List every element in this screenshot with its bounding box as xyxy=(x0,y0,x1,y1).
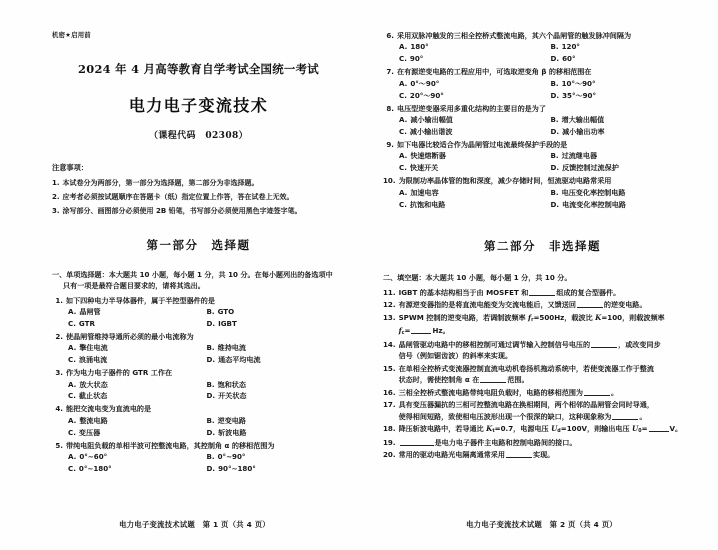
stem-part-a: 有源逆变器指的是将直流电能变为交流电能后，又馈送回 xyxy=(398,300,576,310)
stem-part-a: SPWM 控制的逆变电路，若调制波频率 xyxy=(398,312,529,322)
note-text: 涂写部分、画图部分必须使用 2B 铅笔，书写部分必须使用黑色字迹签字笔。 xyxy=(62,206,302,215)
instructions-line-2: 只有一项是最符合题目要求的，请将其选出。 xyxy=(63,281,205,291)
option-b[interactable]: B. 0°~90° xyxy=(206,452,246,462)
question-number: 5. xyxy=(55,440,63,450)
option-a[interactable]: A. 0°～90° xyxy=(399,78,440,88)
page-footer-left: 电力电子变流技术试题 第 1 页（共 4 页） xyxy=(119,520,270,529)
unit-label: V。 xyxy=(669,424,683,434)
question-number: 17. xyxy=(383,400,396,410)
question-19 xyxy=(383,437,702,448)
option-a[interactable]: A. 180° xyxy=(399,42,429,52)
option-c[interactable]: C. 20°～90° xyxy=(399,90,444,100)
confidential-mark: 机密★启用前 xyxy=(52,31,91,39)
part-one-heading: 第一部分 选择题 xyxy=(146,237,251,252)
option-b[interactable]: B. 电压变化率控制电路 xyxy=(550,187,626,197)
question-stem xyxy=(383,399,702,422)
question-18 xyxy=(383,423,702,436)
option-c[interactable]: C. 快速开关 xyxy=(399,163,439,173)
question-5 xyxy=(52,440,345,475)
option-b[interactable]: B. 过流继电器 xyxy=(550,151,598,161)
question-6 xyxy=(383,30,702,65)
option-d[interactable]: D. 斩波电路 xyxy=(206,427,247,437)
stem-part-b: 的逆变电路。 xyxy=(603,300,647,310)
option-list xyxy=(52,306,345,330)
question-text xyxy=(399,299,702,310)
question-3 xyxy=(52,367,345,402)
question-stem xyxy=(383,423,702,436)
question-stem xyxy=(383,139,702,150)
question-text xyxy=(399,387,702,398)
question-number: 4. xyxy=(55,404,63,414)
stem-part-c: =100，则载波频率 xyxy=(601,312,665,322)
answer-blank[interactable] xyxy=(411,326,431,334)
question-number: 20. xyxy=(383,450,396,460)
option-b[interactable]: B. 增大输出幅值 xyxy=(550,115,605,125)
question-text: 带纯电阻负载的单相半波可控整流电路，其控制角 α 的移相范围为 xyxy=(66,440,275,450)
symbol-modulation-freq: f xyxy=(528,312,532,322)
question-text: 在有源逆变电路的工程应用中，可选取逆变角 β 的移相范围在 xyxy=(397,67,592,77)
option-b[interactable]: B. 饱和状态 xyxy=(206,379,246,389)
stem-part-b: 实现。 xyxy=(532,450,555,460)
option-list xyxy=(52,379,345,403)
question-13 xyxy=(383,312,702,338)
option-list xyxy=(52,415,345,439)
stem-part-a: 降压斩波电路中，若导通比 xyxy=(398,424,487,434)
note-item xyxy=(52,206,345,217)
option-c[interactable]: C. 浪涌电流 xyxy=(68,355,108,365)
stem-line-2: 信号（例如锯齿波）的斜率来实现。 xyxy=(398,351,513,361)
subject-title: 电力电子变流技术 xyxy=(128,96,269,115)
stem-part-b: 。 xyxy=(611,387,619,397)
question-stem xyxy=(383,437,702,448)
question-text xyxy=(399,449,702,460)
question-stem xyxy=(383,299,702,310)
question-number: 9. xyxy=(386,139,394,149)
instructions-line-1: 一、单项选择题：本大题共 10 小题，每小题 1 分，共 10 分。在每小题列出的备选项中 xyxy=(52,269,333,279)
option-list xyxy=(52,342,345,366)
question-text: 如下四种电力半导体器件，属于半控型器件的是 xyxy=(66,295,215,305)
stem-part-a: IGBT 的基本结构相当于由 MOSFET 和 xyxy=(398,287,529,297)
option-d[interactable]: D. 通态平均电流 xyxy=(206,355,261,365)
stem-part-a: 使得相间短路，致使相电压波形出现一个很深的缺口，这种现象称为 xyxy=(398,411,612,421)
option-d[interactable]: D. 开关状态 xyxy=(206,391,247,401)
page-footer-right: 电力电子变流技术试题 第 2 页（共 4 页） xyxy=(466,520,617,529)
option-d[interactable]: D. 35°～90° xyxy=(550,90,597,100)
option-b[interactable]: B. 120° xyxy=(550,42,580,52)
question-stem xyxy=(52,295,345,306)
stem-line-1: 具有变压器漏抗的三相可控整流电路在换相期间，两个相邻的晶闸管会同时导通， xyxy=(398,400,654,410)
note-number: 3. xyxy=(52,206,60,215)
question-number: 12. xyxy=(383,300,396,310)
question-7 xyxy=(383,66,702,101)
question-number: 16. xyxy=(383,387,396,397)
question-text: 能把交流电变为直流电的是 xyxy=(66,404,152,414)
part-two-heading: 第二部分 非选择题 xyxy=(484,239,601,254)
question-12 xyxy=(383,299,702,310)
question-stem xyxy=(383,287,702,298)
option-a[interactable]: A. 放大状态 xyxy=(68,379,108,389)
stem-part-b: 组成的复合型器件。 xyxy=(556,287,621,297)
option-d[interactable]: D. 90°~180° xyxy=(206,464,256,474)
question-text: 采用双脉冲触发的三相全控桥式整流电路，其六个晶闸管的触发脉冲间隔为 xyxy=(397,31,632,40)
question-stem xyxy=(383,387,702,398)
stem-part-b: ，或改变同步 xyxy=(618,339,661,349)
question-number: 11. xyxy=(383,287,396,297)
option-d[interactable]: D. IGBT xyxy=(206,318,237,328)
stem-line-2 xyxy=(399,325,702,338)
symbol-duty-ratio: K xyxy=(486,424,493,434)
question-stem xyxy=(52,403,345,414)
note-number: 1. xyxy=(52,179,60,187)
option-a[interactable]: A. 0°~60° xyxy=(68,452,108,462)
option-a[interactable]: A. 晶闸管 xyxy=(68,306,101,316)
question-2 xyxy=(52,331,345,366)
option-c[interactable]: C. 抗饱和电路 xyxy=(399,199,446,209)
question-stem xyxy=(383,103,702,114)
stem-line-2 xyxy=(399,411,702,422)
question-stem xyxy=(383,363,702,386)
fill-blank-instructions: 二、填空题：本大题共 10 小题，每小题 1 分，共 10 分。 xyxy=(383,273,572,283)
exam-page-2 xyxy=(359,0,718,550)
question-stem xyxy=(383,312,702,338)
symbol-output-voltage: U xyxy=(632,424,639,434)
option-d[interactable]: D. 电流变化率控制电路 xyxy=(550,199,626,209)
question-number: 13. xyxy=(383,312,396,322)
answer-blank[interactable] xyxy=(577,300,603,308)
answer-blank[interactable] xyxy=(591,340,617,348)
question-text xyxy=(399,312,702,338)
equals-sign: = xyxy=(404,325,411,335)
option-list xyxy=(383,187,702,211)
option-d[interactable]: D. 反馈控制过流保护 xyxy=(550,163,619,173)
answer-blank[interactable] xyxy=(612,412,638,420)
symbol-carrier-ratio: K xyxy=(595,312,602,322)
stem-part-b: 是电力电子器件主电路和控制电路间的接口。 xyxy=(434,437,577,447)
question-text: 如下电器比较适合作为晶闸管过电流最终保护手段的是 xyxy=(397,139,568,149)
question-text xyxy=(399,437,702,448)
option-list xyxy=(383,78,702,102)
option-list xyxy=(383,150,702,174)
question-stem xyxy=(383,339,702,362)
question-9 xyxy=(383,139,702,174)
stem-part-b: =0.7，电源电压 xyxy=(494,424,552,434)
option-b[interactable]: B. GTO xyxy=(206,306,235,316)
option-b[interactable]: B. 逆变电路 xyxy=(206,415,246,425)
symbol-subscript: t xyxy=(492,429,495,435)
question-text: 作为电力电子器件的 GTR 工作在 xyxy=(66,368,173,378)
option-list xyxy=(383,41,702,65)
option-a[interactable]: A. 整流电路 xyxy=(68,415,108,425)
option-list xyxy=(52,451,345,475)
unit-label: Hz。 xyxy=(432,325,450,335)
stem-line-2 xyxy=(399,374,702,385)
question-16 xyxy=(383,387,702,398)
question-number: 15. xyxy=(383,363,396,373)
question-stem xyxy=(52,440,345,451)
option-a[interactable]: A. 加速电容 xyxy=(399,187,439,197)
multiple-choice-instructions xyxy=(52,269,345,292)
equals-sign: = xyxy=(641,424,648,434)
option-b[interactable]: B. 维持电流 xyxy=(206,343,246,353)
option-d[interactable]: D. 减小输出功率 xyxy=(550,126,605,136)
question-text xyxy=(399,363,702,386)
stem-part-a: 状态时，需使控制角 α 在 xyxy=(398,375,480,385)
option-d[interactable]: D. 60° xyxy=(550,54,576,64)
symbol-subscript: d xyxy=(557,429,561,435)
question-number: 7. xyxy=(386,67,394,77)
question-stem xyxy=(52,367,345,378)
note-item xyxy=(52,192,345,203)
question-stem xyxy=(52,331,345,342)
option-list xyxy=(383,114,702,138)
question-text: 使晶闸管维持导通所必须的最小电流称为 xyxy=(66,331,194,341)
answer-blank[interactable] xyxy=(480,375,506,383)
option-c[interactable]: C. 变压器 xyxy=(68,427,101,437)
question-stem xyxy=(383,449,702,460)
question-number: 6. xyxy=(386,31,394,40)
note-text: 应考者必须按试题顺序在答题卡（纸）指定位置上作答，答在试卷上无效。 xyxy=(62,192,294,201)
answer-blank[interactable] xyxy=(529,288,555,296)
question-number: 8. xyxy=(386,103,394,113)
symbol-subscript: r xyxy=(531,317,534,323)
notes-block xyxy=(52,163,345,217)
question-text: 电压型逆变器采用多重化结构的主要目的是为了 xyxy=(397,103,546,113)
option-a[interactable]: A. 减小输出幅值 xyxy=(399,115,453,125)
course-code: （课程代码 02308） xyxy=(148,131,249,141)
question-10 xyxy=(383,175,702,210)
stem-part-c: =100V，则输出电压 xyxy=(560,424,633,434)
question-stem xyxy=(383,30,702,41)
answer-blank[interactable] xyxy=(584,388,610,396)
note-text: 本试卷分为两部分，第一部分为选择题，第二部分为非选择题。 xyxy=(62,179,259,187)
question-number: 1. xyxy=(55,295,63,305)
stem-part-b: =500Hz，载波比 xyxy=(533,312,596,322)
question-8 xyxy=(383,103,702,138)
symbol-subscript: c xyxy=(401,330,405,336)
question-17 xyxy=(383,399,702,422)
option-b[interactable]: B. 10°～90° xyxy=(550,78,596,88)
question-14 xyxy=(383,339,702,362)
question-20 xyxy=(383,449,702,460)
question-text xyxy=(399,339,702,362)
question-stem xyxy=(383,66,702,77)
option-c[interactable]: C. 90° xyxy=(399,54,424,64)
option-c[interactable]: C. 0°~180° xyxy=(68,464,112,474)
symbol-carrier-freq: f xyxy=(398,325,402,335)
question-11 xyxy=(383,287,702,298)
question-number: 3. xyxy=(55,368,63,378)
note-number: 2. xyxy=(52,192,60,201)
option-c[interactable]: C. GTR xyxy=(68,318,95,328)
question-number: 18. xyxy=(383,424,396,434)
question-text xyxy=(399,399,702,422)
note-item xyxy=(52,178,345,189)
exam-title: 2024 年 4 月高等教育自学考试全国统一考试 xyxy=(78,62,319,76)
answer-blank[interactable] xyxy=(506,450,532,458)
stem-part-a: 三相全控桥式整流电路带纯电阻负载时，电路的移相范围为 xyxy=(398,387,584,397)
option-c[interactable]: C. 截止状态 xyxy=(68,391,108,401)
notes-heading: 注意事项： xyxy=(52,163,88,172)
question-number: 2. xyxy=(55,331,63,341)
answer-blank[interactable] xyxy=(400,438,434,446)
symbol-subscript: 0 xyxy=(638,429,642,435)
question-15 xyxy=(383,363,702,386)
answer-blank[interactable] xyxy=(649,424,669,432)
stem-part-b: 范围。 xyxy=(507,375,529,385)
question-number: 19. xyxy=(383,437,396,447)
stem-part-a: 晶闸管驱动电路中的移相控制可通过调节输入控制信号电压的 xyxy=(398,339,591,349)
stem-line-1: 在单相全控桥式变流器控制直流电动机卷扬机拖动系统中，若使变流器工作于整流 xyxy=(398,363,654,373)
question-number: 10. xyxy=(383,176,396,186)
stem-part-a: 常用的驱动电路光电隔离通常采用 xyxy=(398,450,505,460)
option-a[interactable]: A. 擎住电流 xyxy=(68,343,108,353)
option-a[interactable]: A. 快速熔断器 xyxy=(399,151,446,161)
question-number: 14. xyxy=(383,339,396,349)
symbol-source-voltage: U xyxy=(551,424,558,434)
stem-part-b: 。 xyxy=(639,411,647,421)
question-1 xyxy=(52,295,345,330)
question-stem xyxy=(383,175,702,186)
question-text: 为限制功率晶体管的饱和深度，减少存储时间，恒流驱动电路常采用 xyxy=(398,176,612,186)
option-c[interactable]: C. 减小输出谐波 xyxy=(399,126,453,136)
question-4 xyxy=(52,403,345,438)
question-text xyxy=(399,423,702,436)
question-text xyxy=(399,287,702,298)
